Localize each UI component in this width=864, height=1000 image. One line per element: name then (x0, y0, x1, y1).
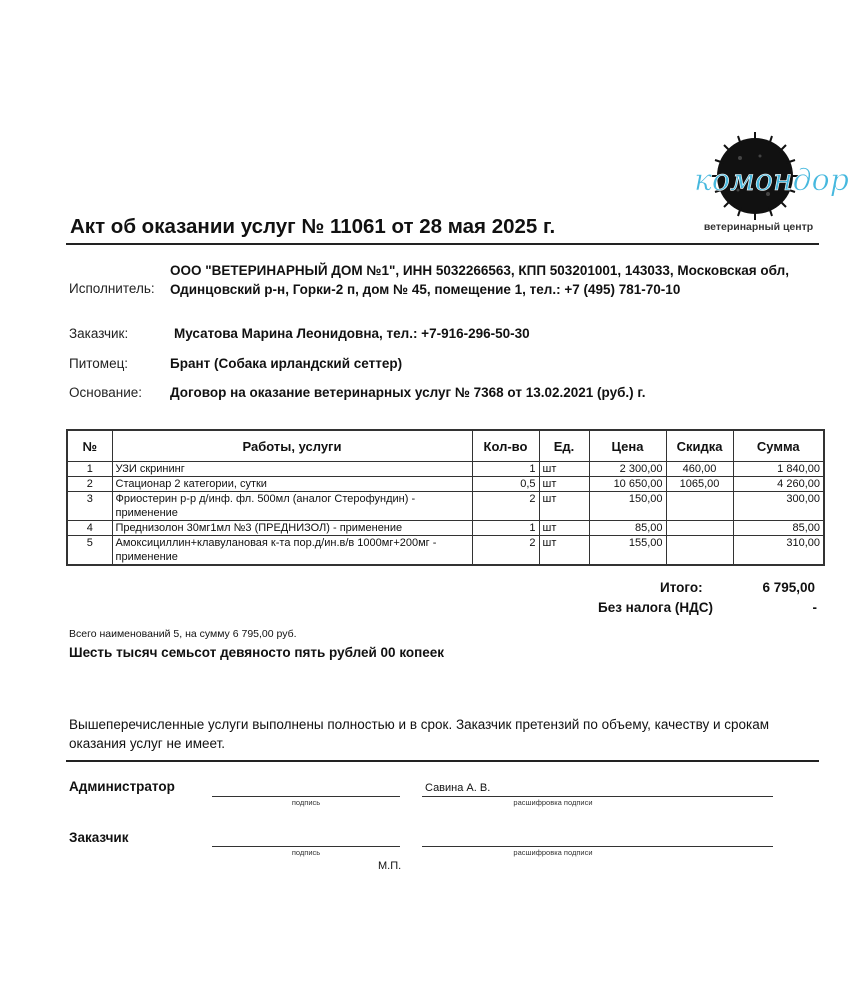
admin-name-line (422, 796, 773, 797)
row-num: 4 (67, 521, 112, 536)
basis-details: Договор на оказание ветеринарных услуг № 7368 от 13.02.2021 (руб.) г. (170, 385, 646, 400)
header-discount: Скидка (666, 430, 733, 462)
document-title: Акт об оказании услуг № 11061 от 28 мая 2025 г. (70, 215, 556, 238)
vat-label: Без налога (НДС) (598, 600, 713, 615)
row-service: Преднизолон 30мг1мл №3 (ПРЕДНИЗОЛ) - применение (112, 521, 472, 536)
row-num: 5 (67, 536, 112, 566)
row-qty: 1 (472, 462, 539, 477)
row-service: УЗИ скрининг (112, 462, 472, 477)
confirmation-text: Вышеперечисленные услуги выполнены полностью и в срок. Заказчик претензий по объему, качеству и срокам оказания услуг не имеет. (69, 717, 769, 751)
row-unit: шт (539, 521, 589, 536)
stamp-place: М.П. (378, 860, 402, 872)
customer-name-caption: расшифровка подписи (513, 848, 593, 857)
row-service: Фриостерин р-р д/инф. фл. 500мл (аналог Стерофундин) - применение (112, 492, 472, 521)
customer-label: Заказчик: (69, 326, 129, 341)
row-qty: 2 (472, 492, 539, 521)
table-row (67, 477, 824, 492)
row-discount (666, 536, 733, 566)
row-discount: 460,00 (666, 462, 733, 477)
row-price: 85,00 (589, 521, 666, 536)
row-sum: 300,00 (733, 492, 824, 521)
row-sum: 4 260,00 (733, 477, 824, 492)
row-discount (666, 492, 733, 521)
admin-role-label: Администратор (69, 779, 175, 794)
pet-label: Питомец: (69, 356, 129, 371)
row-qty: 0,5 (472, 477, 539, 492)
executor-label: Исполнитель: (69, 281, 155, 296)
row-unit: шт (539, 492, 589, 521)
vat-value: - (812, 600, 817, 615)
basis-label: Основание: (69, 385, 142, 400)
executor-details: ООО "ВЕТЕРИНАРНЫЙ ДОМ №1", ИНН 5032266563, КПП 503201001, 143033, Московская обл, Одинцовский р-н, Горки-2 п, дом № 45, помещение 1, тел.: +7 (495) 781-70-10 (170, 263, 790, 297)
row-num: 1 (67, 462, 112, 477)
customer-name-line (422, 846, 773, 847)
pet-details: Брант (Собака ирландский сеттер) (170, 356, 403, 371)
services-table (66, 429, 825, 566)
customer-details: Мусатова Марина Леонидовна, тел.: +7-916-296-50-30 (174, 326, 530, 341)
admin-signature-caption: подпись (291, 798, 321, 807)
row-sum: 310,00 (733, 536, 824, 566)
signature-divider (66, 760, 819, 762)
table-row (67, 536, 824, 566)
logo-script: комондор (694, 163, 849, 198)
row-num: 3 (67, 492, 112, 521)
row-unit: шт (539, 536, 589, 566)
items-summary: Всего наименований 5, на сумму 6 795,00 руб. (69, 628, 297, 640)
row-price: 155,00 (589, 536, 666, 566)
total-value: 6 795,00 (762, 580, 815, 595)
table-row (67, 462, 824, 477)
row-unit: шт (539, 462, 589, 477)
customer-signature-line (212, 846, 400, 847)
header-price: Цена (589, 430, 666, 462)
row-discount: 1065,00 (666, 477, 733, 492)
row-discount (666, 521, 733, 536)
header-qty: Кол-во (472, 430, 539, 462)
admin-signature-line (212, 796, 400, 797)
row-sum: 85,00 (733, 521, 824, 536)
row-unit: шт (539, 477, 589, 492)
total-label: Итого: (660, 580, 703, 595)
amount-in-words: Шесть тысяч семьсот девяносто пять рублей 00 копеек (69, 645, 445, 660)
row-service: Стационар 2 категории, сутки (112, 477, 472, 492)
row-price: 10 650,00 (589, 477, 666, 492)
admin-name-caption: расшифровка подписи (513, 798, 593, 807)
row-price: 2 300,00 (589, 462, 666, 477)
row-qty: 1 (472, 521, 539, 536)
header-num: № (67, 430, 112, 462)
customer-role-label: Заказчик (69, 830, 129, 845)
customer-signature-caption: подпись (291, 848, 321, 857)
row-service: Амоксициллин+клавулановая к-та пор.д/ин.в/в 1000мг+200мг - применение (112, 536, 472, 566)
row-qty: 2 (472, 536, 539, 566)
row-sum: 1 840,00 (733, 462, 824, 477)
title-divider (66, 243, 819, 245)
row-price: 150,00 (589, 492, 666, 521)
row-num: 2 (67, 477, 112, 492)
table-row (67, 492, 824, 521)
table-header-row (67, 430, 824, 462)
table-row (67, 521, 824, 536)
logo-subtitle: ветеринарный центр (703, 221, 814, 233)
header-sum: Сумма (733, 430, 824, 462)
header-service: Работы, услуги (112, 430, 472, 462)
admin-name: Савина А. В. (425, 782, 491, 794)
header-unit: Ед. (539, 430, 589, 462)
